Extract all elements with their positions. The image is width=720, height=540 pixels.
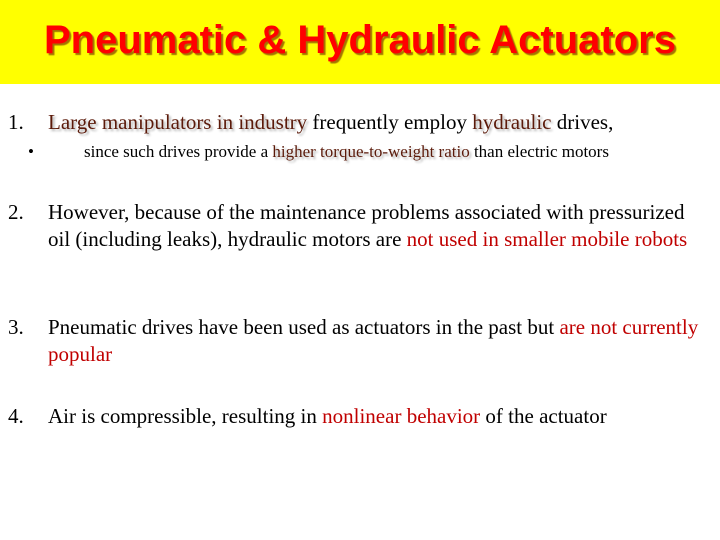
text-segment: than electric motors [469,142,609,161]
title-bar [0,0,720,84]
emphasis-hydraulic: hydraulic [472,110,552,134]
text-segment: Pneumatic drives have been used as actuators in the past but [48,315,560,339]
text-segment: since such drives provide a [84,142,273,161]
item-number: 4. [8,404,24,428]
text-segment: drives, [551,110,614,134]
item-number: 2. [8,200,24,224]
text-segment: However, because of the maintenance problems associated with pressurized oil (including leaks), hydraulic motors are [48,200,685,251]
item-text [48,109,708,136]
emphasis-large-manipulators: Large manipulators in industry [48,110,308,134]
text-segment: Air is compressible, resulting in [48,404,323,428]
item-text [48,199,708,253]
text-segment: of the actuator [480,404,607,428]
bullet-icon: • [28,142,34,161]
sub-bullet-text [84,140,609,164]
emphasis-torque-ratio: higher torque-to-weight ratio [272,142,470,161]
emphasis-not-used: not used in smaller mobile robots [406,227,688,251]
text-segment: frequently employ [307,110,473,134]
item-text [48,403,708,430]
item-text [48,314,708,368]
emphasis-nonlinear: nonlinear behavior [322,404,481,428]
emphasis-not-popular: are not currently popular [48,315,699,366]
item-number: 3. [8,315,24,339]
slide-title: Pneumatic & Hydraulic Actuators [43,18,676,62]
item-number: 1. [8,110,24,134]
